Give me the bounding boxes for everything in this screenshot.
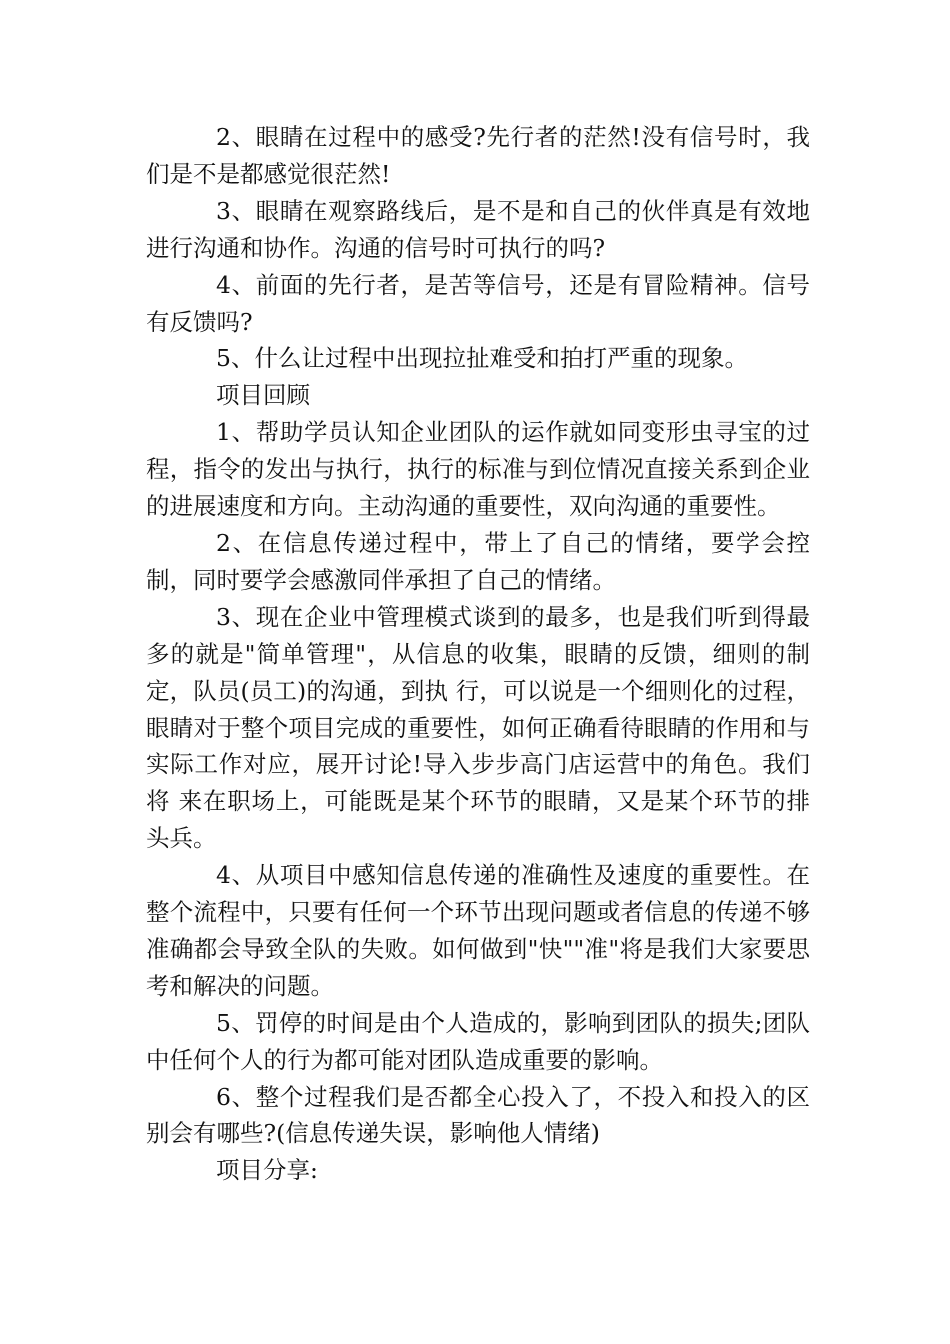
review-paragraph-4: 4、从项目中感知信息传递的准确性及速度的重要性。在整个流程中，只要有任何一个环节出现问题或者信息的传递不够准确都会导致全队的失败。如何做到"快""准"将是我们大家要思考和解决的问题。 [146, 861, 810, 1000]
paragraph-eyes-observe: 3、眼睛在观察路线后，是不是和自己的伙伴真是有效地进行沟通和协作。沟通的信号时可执行的吗? [146, 196, 810, 262]
review-paragraph-5: 5、罚停的时间是由个人造成的，影响到团队的损失;团队中任何个人的行为都可能对团队造成重要的影响。 [146, 1008, 810, 1074]
section-heading-review: 项目回顾 [216, 381, 310, 410]
review-paragraph-6: 6、整个过程我们是否都全心投入了，不投入和投入的区别会有哪些?(信息传递失误，影响他人情绪) [146, 1082, 810, 1148]
review-paragraph-2: 2、在信息传递过程中，带上了自己的情绪，要学会控制，同时要学会感激同伴承担了自己的情绪。 [146, 528, 810, 594]
paragraph-pulling: 5、什么让过程中出现拉扯难受和拍打严重的现象。 [216, 344, 748, 373]
review-paragraph-3: 3、现在企业中管理模式谈到的最多，也是我们听到得最多的就是"简单管理"，从信息的收集，眼睛的反馈，细则的制定，队员(员工)的沟通，到执 行，可以说是一个细则化的过程，眼睛对于整个项目完成的重要性，如何正确看待眼睛的作用和与实际工作对应，展开讨论!导入步步高门店运营中的角色。我们将 来在职场上，可能既是某个环节的眼睛，又是某个环节的排头兵。 [146, 602, 810, 853]
paragraph-eyes-feeling: 2、眼睛在过程中的感受?先行者的茫然!没有信号时，我们是不是都感觉很茫然! [146, 123, 810, 188]
section-heading-share: 项目分享: [216, 1156, 318, 1185]
document-body [146, 119, 810, 1189]
paragraph-pioneer: 4、前面的先行者，是苦等信号，还是有冒险精神。信号有反馈吗? [146, 270, 810, 336]
review-paragraph-1: 1、帮助学员认知企业团队的运作就如同变形虫寻宝的过程，指令的发出与执行，执行的标准与到位情况直接关系到企业的进展速度和方向。主动沟通的重要性，双向沟通的重要性。 [146, 418, 810, 521]
